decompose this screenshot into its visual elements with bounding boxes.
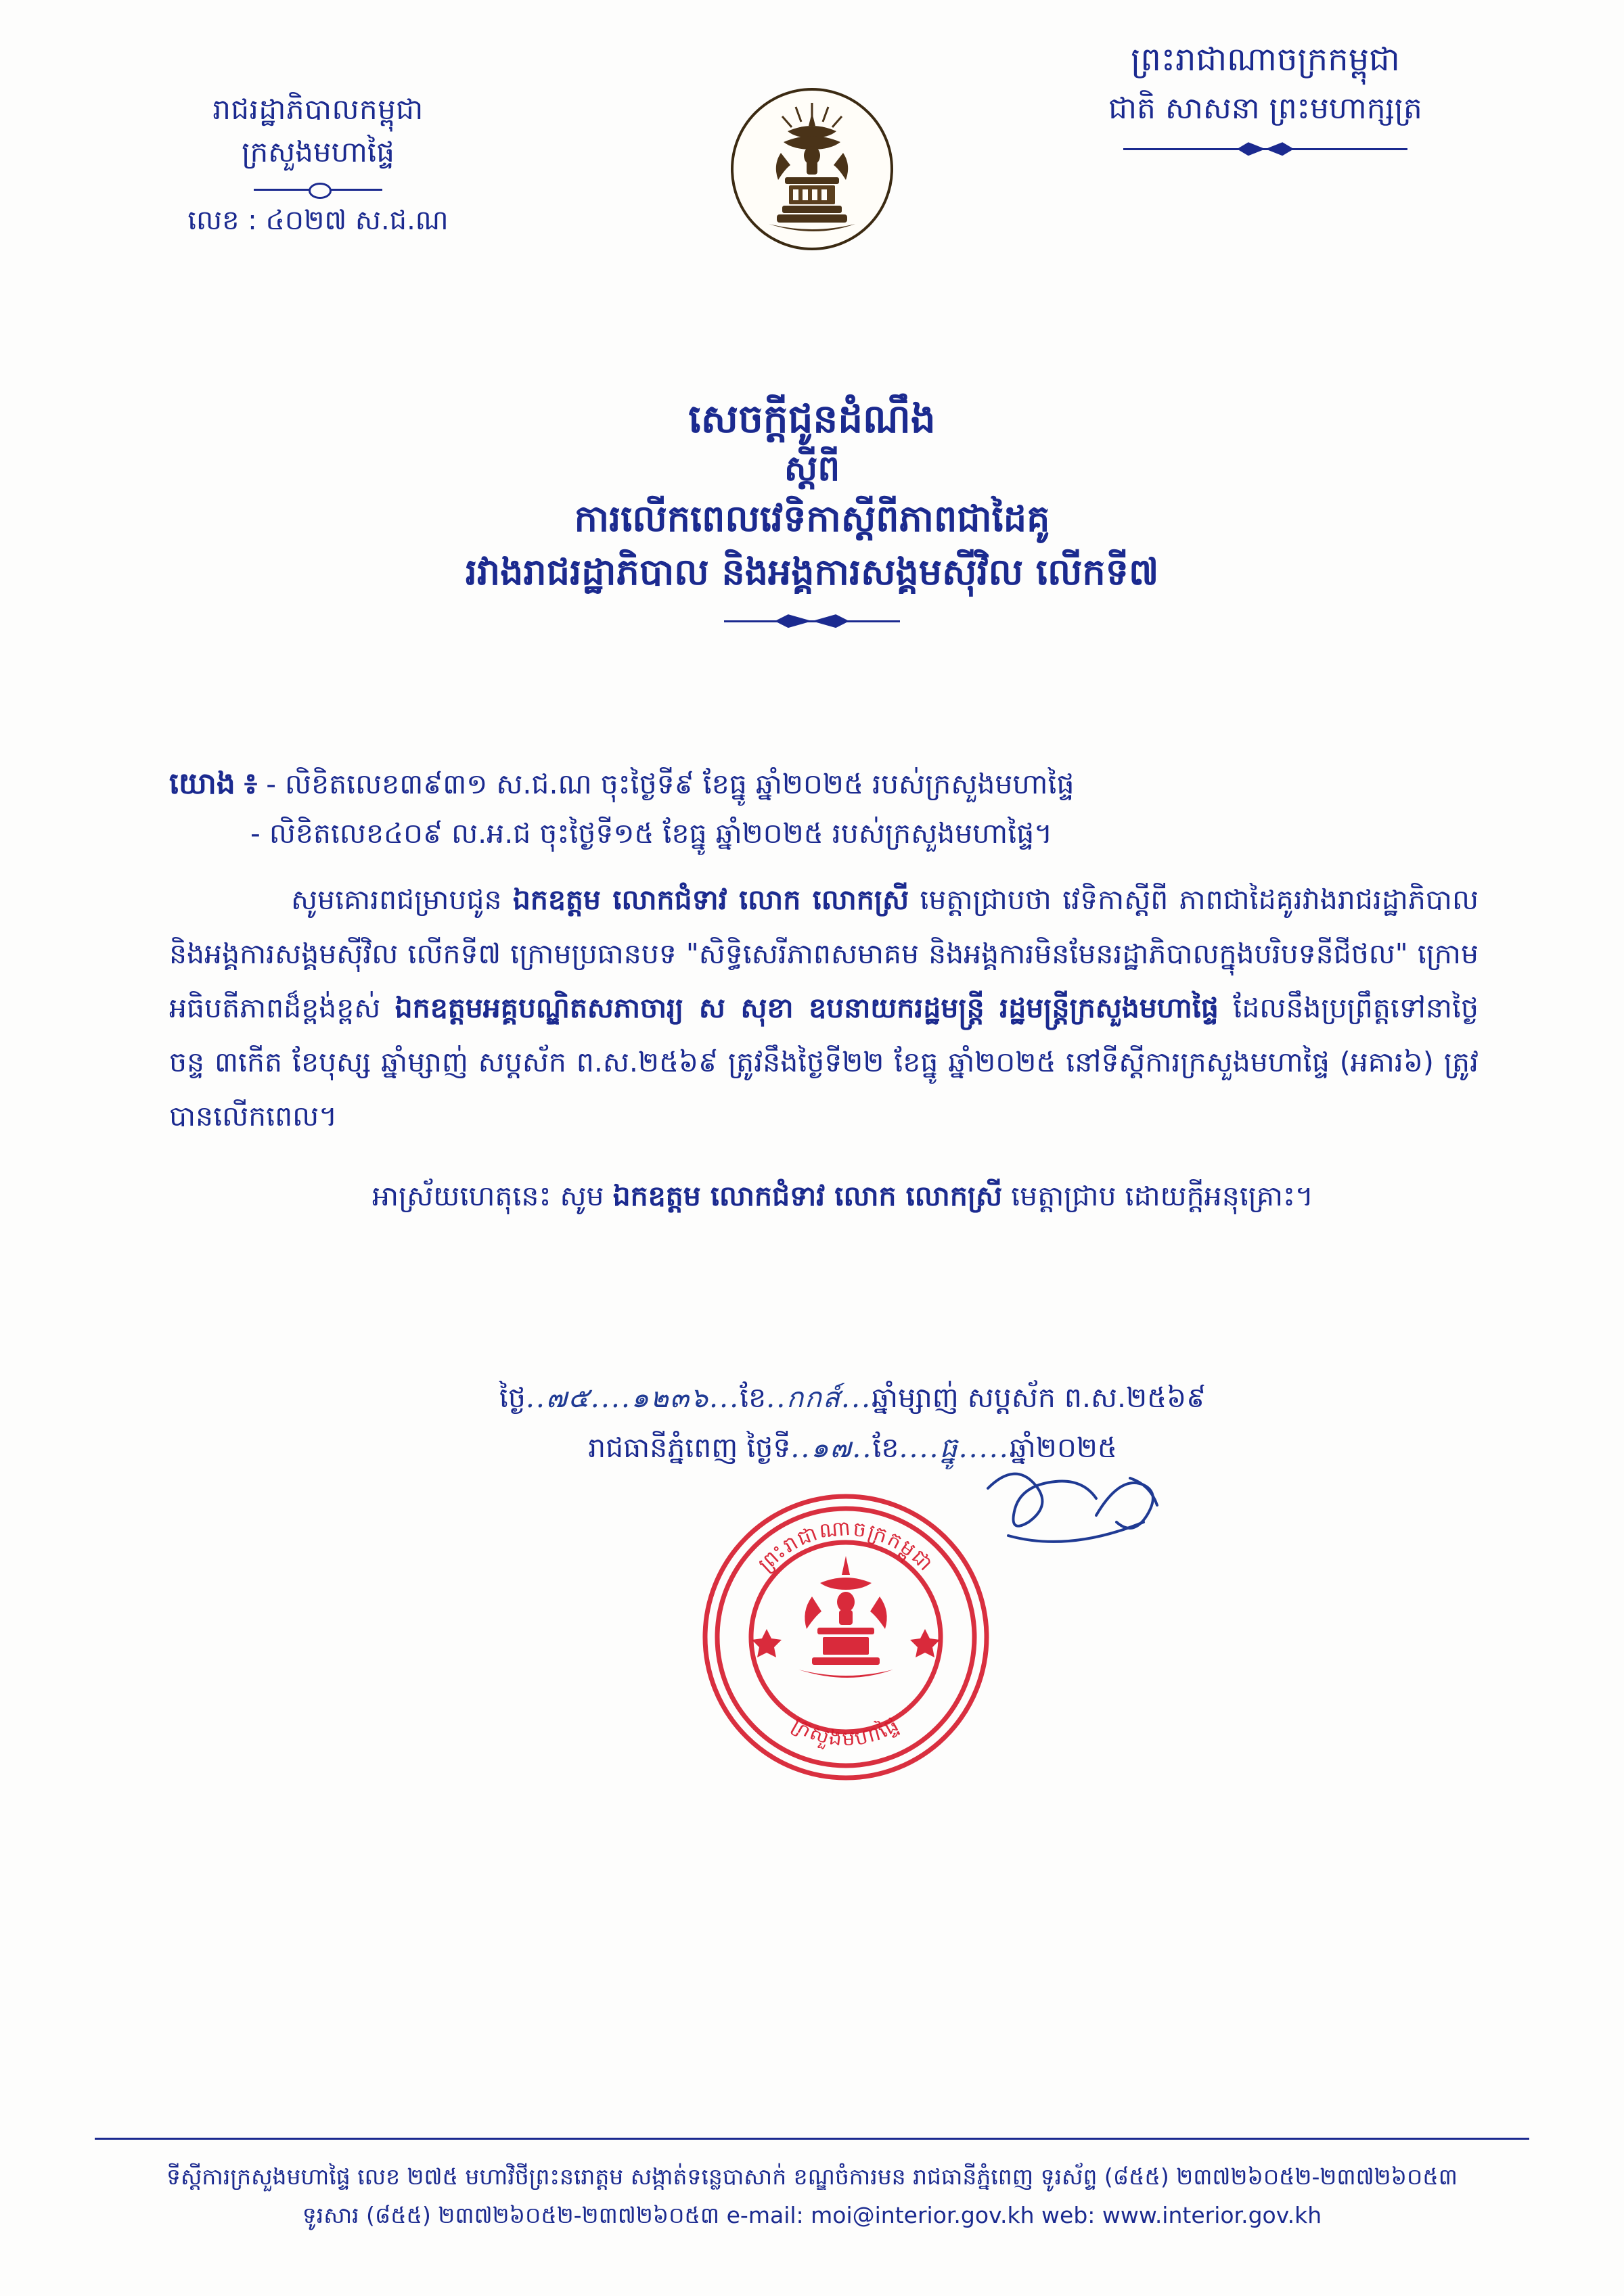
paragraph-2-prefix: អាស្រ័យហេតុនេះ សូម — [372, 1180, 613, 1213]
footer-contact — [0, 2196, 1624, 2235]
paragraph-2-honorific: ឯកឧត្តម លោកជំទាវ លោក លោកស្រី — [612, 1180, 1003, 1213]
signature-date-handwritten: ..๑๗.. — [790, 1431, 873, 1464]
royal-government-seal — [697, 1488, 995, 1786]
document-body — [169, 758, 1479, 1223]
signature-year: ឆ្នាំ២០២៥ — [1009, 1431, 1117, 1464]
footer-email-web: e-mail: moi@interior.gov.kh web: www.interior.gov.kh — [726, 2202, 1322, 2229]
reference-colon: ៖ — [244, 766, 258, 801]
title-line-4: រវាងរាជរដ្ឋាភិបាល និងអង្គការសង្គមស៊ីវិល លើកទី៧ — [465, 550, 1159, 593]
header-left-block — [102, 88, 535, 243]
signature-buddhist-year: ឆ្នាំម្សាញ់ សប្តស័ក ព.ស.២៥៦៩ — [872, 1381, 1206, 1414]
footer-fax: ទូរសារ (៨៥៥) ២៣៧២៦០៥២-២៣៧២៦០៥៣ — [302, 2202, 720, 2229]
reference-item-1: - លិខិតលេខ៣៩៣១ ស.ជ.ណ ចុះថ្ងៃទី៩ ខែធ្នូ ឆ្នាំ២០២៥ របស់ក្រសួងមហាផ្ទៃ — [266, 768, 1075, 800]
header-right-ornament — [1123, 141, 1407, 157]
footer-divider — [95, 2138, 1529, 2140]
signature-day-handwritten: ..๗๕....๑๒๓๖... — [525, 1381, 740, 1414]
body-paragraph-1 — [169, 873, 1479, 1144]
paragraph-1-honorific-1: ឯកឧត្តម លោកជំទាវ លោក លោកស្រី — [512, 883, 909, 916]
title-line-2: ស្តីពី — [784, 449, 840, 490]
signature-month-label: ខែ — [740, 1381, 767, 1414]
header-right-block — [1008, 37, 1522, 157]
paragraph-1-middle-2: ដែលនឹងប្រព្រឹត្តទៅនាថ្ងៃចន្ទ ៣កើត ខែបុស្ស ឆ្នាំម្សាញ់ សប្តស័ក ព.ស.២៥៦៩ ត្រូវនឹងថ្ងៃទី២២ ខែធ្នូ ឆ្នាំ២០២៥ នៅទីស្តីការក្រសួងមហាផ្ទៃ (អគារ៦) ត្រូវបានលើកពេល។ — [169, 991, 1479, 1132]
document-title-block — [0, 392, 1624, 628]
svg-text:ក្រសួងមហាផ្ទៃ: ក្រសួងមហាផ្ទៃ — [788, 1712, 904, 1751]
signature-block — [0, 1373, 1624, 1473]
signature-date-gregorian-line — [0, 1423, 1624, 1473]
title-line-1: សេចក្តីជូនដំណឹង — [688, 396, 936, 442]
body-paragraph-2 — [169, 1170, 1479, 1223]
paragraph-1-official-name: ឯកឧត្តមអគ្គបណ្ឌិតសភាចារ្យ ស សុខា ឧបនាយករដ្ឋមន្ត្រី រដ្ឋមន្ត្រីក្រសួងមហាផ្ទៃ — [394, 991, 1219, 1024]
paragraph-1-middle-1: មេត្តាជ្រាបថា វេទិកាស្តីពី ភាពជាដៃគូរវាងរាជរដ្ឋាភិបាល និងអង្គការសង្គមស៊ីវិល លើកទី៧ ក្រោមប្រធានបទ "សិទ្ធិសេរីភាពសមាគម និងអង្គការមិនមែនរដ្ឋាភិបាលក្នុងបរិបទនីជីថល" ក្រោមអធិបតីភាពដ៏ខ្ពង់ខ្ពស់ — [169, 883, 1479, 1024]
signature-month-handwritten: ..กกส์... — [766, 1381, 872, 1414]
signature-month-label-2: ខែ — [872, 1431, 899, 1464]
signature-month-handwritten-2: ....ធ្នូ..... — [899, 1431, 1010, 1464]
royal-emblem-icon — [731, 88, 893, 250]
header-left-divider — [254, 180, 382, 198]
paragraph-2-suffix: មេត្តាជ្រាប ដោយក្តីអនុគ្រោះ។ — [1002, 1180, 1314, 1213]
title-ornament — [724, 614, 900, 628]
svg-text:ព្រះរាជាណាចក្រកម្ពុជា: ព្រះរាជាណាចក្រកម្ពុជា — [754, 1516, 939, 1577]
title-line-3: ការលើកពេលវេទិកាស្តីពីភាពជាដៃគូ — [574, 497, 1050, 541]
national-motto: ជាតិ សាសនា ព្រះមហាក្សត្រ — [1108, 91, 1422, 127]
reference-label: យោង — [169, 766, 235, 801]
paragraph-1-prefix: សូមគោរពជម្រាបជូន — [291, 883, 513, 916]
footer-address: ទីស្តីការក្រសួងមហាផ្ទៃ លេខ ២៧៥ មហាវិថីព្រះនរោត្តម សង្កាត់ទន្លេបាសាក់ ខណ្ឌចំការមន រាជធានីភ្នំពេញ ទូរស័ព្ទ (៨៥៥) ២៣៧២៦០៥២-២៣៧២៦០៥៣ — [166, 2163, 1458, 2190]
document-footer — [0, 2138, 1624, 2236]
signature-day-label: ថ្ងៃ — [499, 1381, 526, 1414]
ministry-government-line: រាជរដ្ឋាភិបាលកម្ពុជា — [212, 93, 424, 126]
reference-item-2: - លិខិតលេខ៤០៩ ល.អ.ជ ចុះថ្ងៃទី១៥ ខែធ្នូ ឆ្នាំ២០២៥ របស់ក្រសួងមហាផ្ទៃ។ — [250, 817, 1053, 850]
kingdom-title: ព្រះរាជាណាចក្រកម្ពុជា — [1131, 41, 1400, 78]
ministry-name-line: ក្រសួងមហាផ្ទៃ — [242, 135, 394, 168]
reference-block — [169, 758, 1479, 858]
signature-city-label: រាជធានីភ្នំពេញ ថ្ងៃទី — [588, 1431, 791, 1464]
handwritten-signature — [968, 1441, 1191, 1576]
document-header — [0, 0, 1624, 352]
document-number: លេខ : ៤០២៧ ស.ជ.ណ — [187, 205, 449, 236]
signature-date-khmer-line — [0, 1373, 1624, 1423]
